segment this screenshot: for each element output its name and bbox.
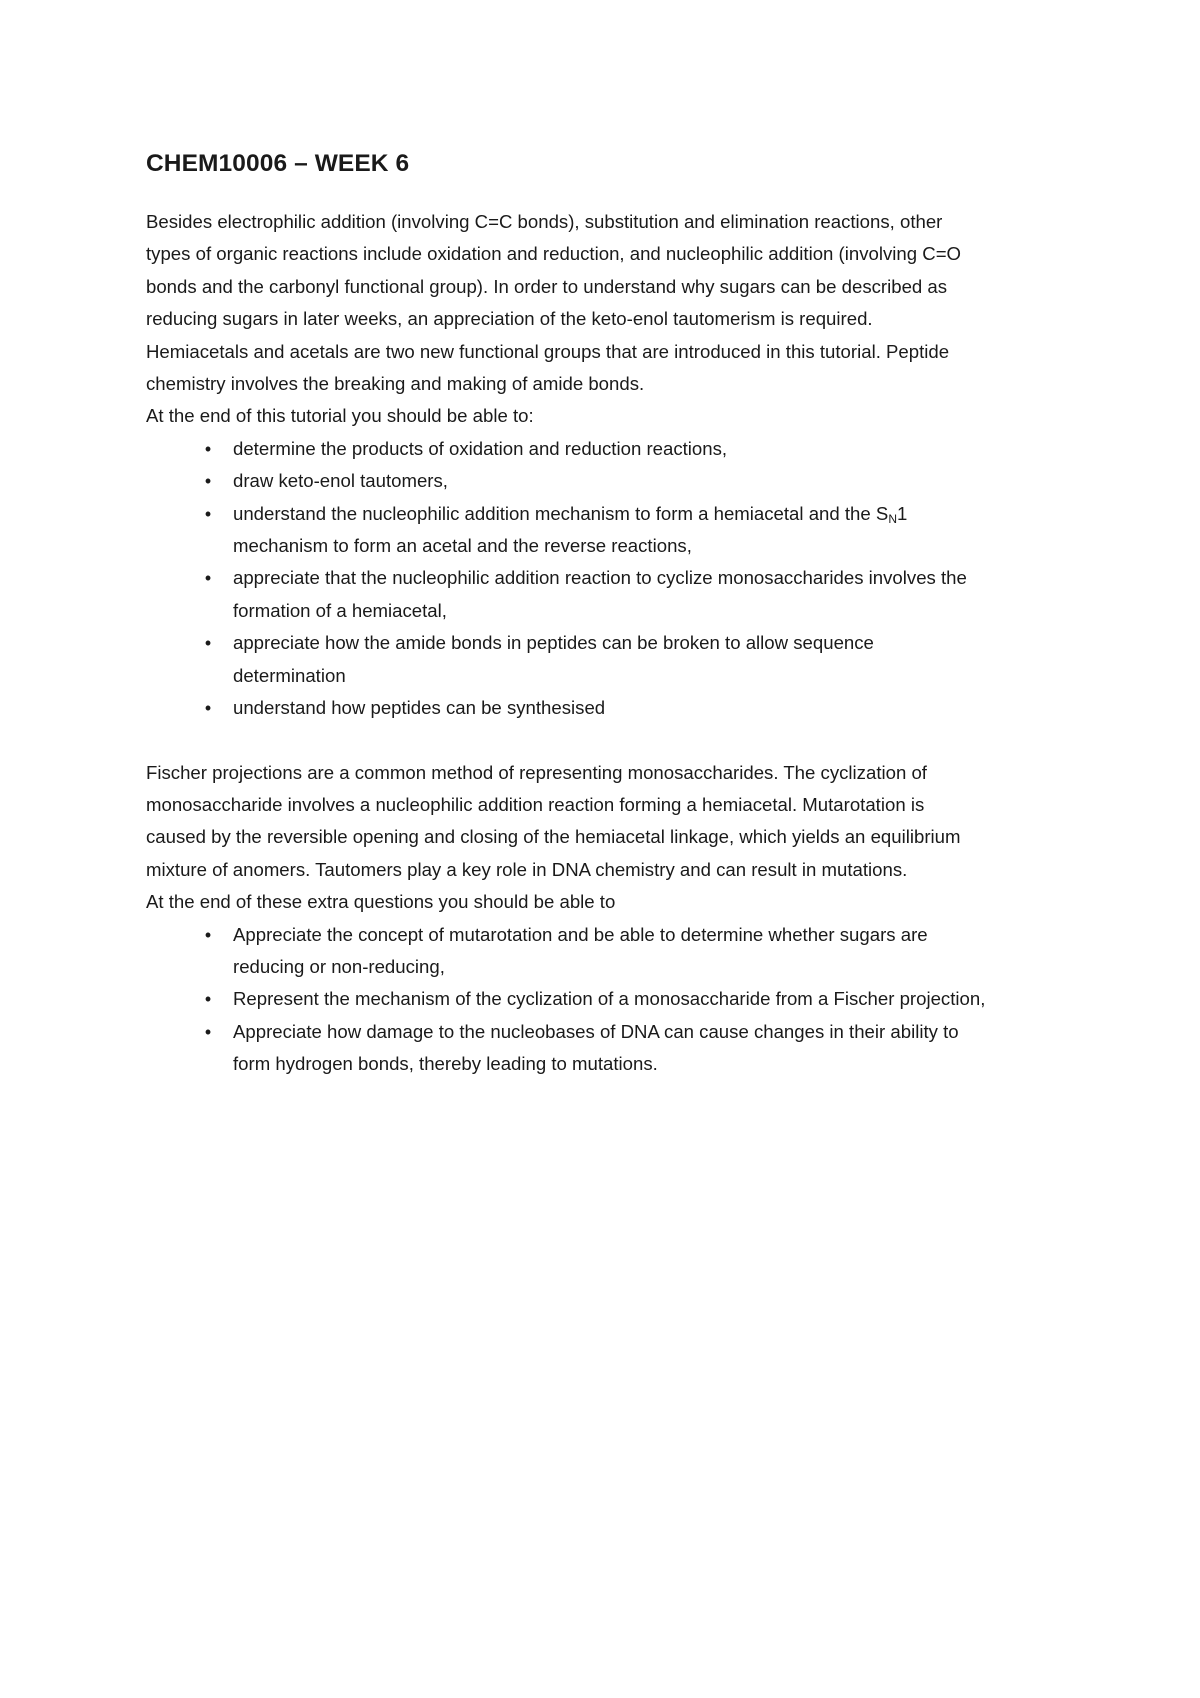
- list-item-line: understand how peptides can be synthesised: [233, 697, 606, 719]
- list-item: [204, 465, 1076, 497]
- document-title: CHEM10006 – WEEK 6: [146, 150, 410, 177]
- bullet-icon: •: [204, 989, 212, 1010]
- intro-line: reducing sugars in later weeks, an appreciation of the keto-enol tautomerism is required.: [146, 308, 873, 330]
- list-item-line: appreciate that the nucleophilic addition reaction to cyclize monosaccharides involves the: [233, 567, 967, 589]
- bullet-icon: •: [204, 1021, 212, 1042]
- extra-outcomes-list: [146, 919, 1076, 1081]
- bullet-icon: •: [204, 633, 212, 654]
- bullet-icon: •: [204, 568, 212, 589]
- bullet-icon: •: [204, 438, 212, 459]
- list-item: [204, 562, 1076, 627]
- list-item-line: draw keto-enol tautomers,: [233, 470, 448, 492]
- bullet-icon: •: [204, 698, 212, 719]
- list-item-line: formation of a hemiacetal,: [233, 599, 447, 621]
- list-item: [204, 1016, 1076, 1081]
- list-item-line: Represent the mechanism of the cyclization of a monosaccharide from a Fischer projection,: [233, 988, 986, 1010]
- outcomes-intro: At the end of this tutorial you should be able to:: [146, 405, 534, 427]
- list-item-line: determination: [233, 664, 346, 686]
- list-item-line: Appreciate how damage to the nucleobases of DNA can cause changes in their ability to: [233, 1020, 959, 1042]
- extra-line: Fischer projections are a common method of representing monosaccharides. The cyclization of: [146, 761, 927, 783]
- list-item: [204, 983, 1076, 1015]
- list-item-text: understand the nucleophilic addition mechanism to form a hemiacetal and the S: [233, 502, 889, 524]
- paragraph-spacer: [146, 725, 1076, 757]
- list-item-line: mechanism to form an acetal and the reverse reactions,: [233, 535, 692, 557]
- learning-outcomes-list: [146, 433, 1076, 725]
- subscript-text: N: [888, 511, 897, 526]
- list-item: [204, 627, 1076, 692]
- extra-line: mixture of anomers. Tautomers play a key role in DNA chemistry and can result in mutations.: [146, 858, 908, 880]
- list-item: [204, 919, 1076, 984]
- extra-line: monosaccharide involves a nucleophilic addition reaction forming a hemiacetal. Mutarotation is: [146, 793, 925, 815]
- intro-line: Hemiacetals and acetals are two new functional groups that are introduced in this tutorial. Peptide: [146, 340, 950, 362]
- list-item: [204, 498, 1076, 563]
- list-item-line: determine the products of oxidation and reduction reactions,: [233, 437, 728, 459]
- intro-paragraph: [146, 206, 1076, 400]
- list-item-line: appreciate how the amide bonds in peptides can be broken to allow sequence: [233, 632, 874, 654]
- document-content: [146, 148, 1076, 1081]
- list-item: [204, 433, 1076, 465]
- list-item-line: [233, 498, 1076, 530]
- extra-paragraph: [146, 757, 1076, 887]
- list-item-text: 1: [896, 502, 908, 524]
- extra-line: caused by the reversible opening and closing of the hemiacetal linkage, which yields an equilibrium: [146, 826, 961, 848]
- intro-line: Besides electrophilic addition (involving C=C bonds), substitution and elimination reactions, other: [146, 211, 943, 232]
- intro-line: chemistry involves the breaking and making of amide bonds.: [146, 373, 645, 395]
- bullet-icon: •: [204, 503, 212, 524]
- bullet-icon: •: [204, 924, 212, 945]
- list-item: [204, 692, 1076, 724]
- list-item-line: form hydrogen bonds, thereby leading to mutations.: [233, 1053, 658, 1075]
- list-item-line: reducing or non-reducing,: [233, 955, 445, 977]
- intro-line: bonds and the carbonyl functional group). In order to understand why sugars can be described as: [146, 275, 948, 297]
- bullet-icon: •: [204, 471, 212, 492]
- list-item-line: Appreciate the concept of mutarotation and be able to determine whether sugars are: [233, 923, 928, 945]
- extra-outcomes-intro: At the end of these extra questions you should be able to: [146, 891, 616, 913]
- intro-line: types of organic reactions include oxidation and reduction, and nucleophilic addition (involving C=O: [146, 243, 962, 265]
